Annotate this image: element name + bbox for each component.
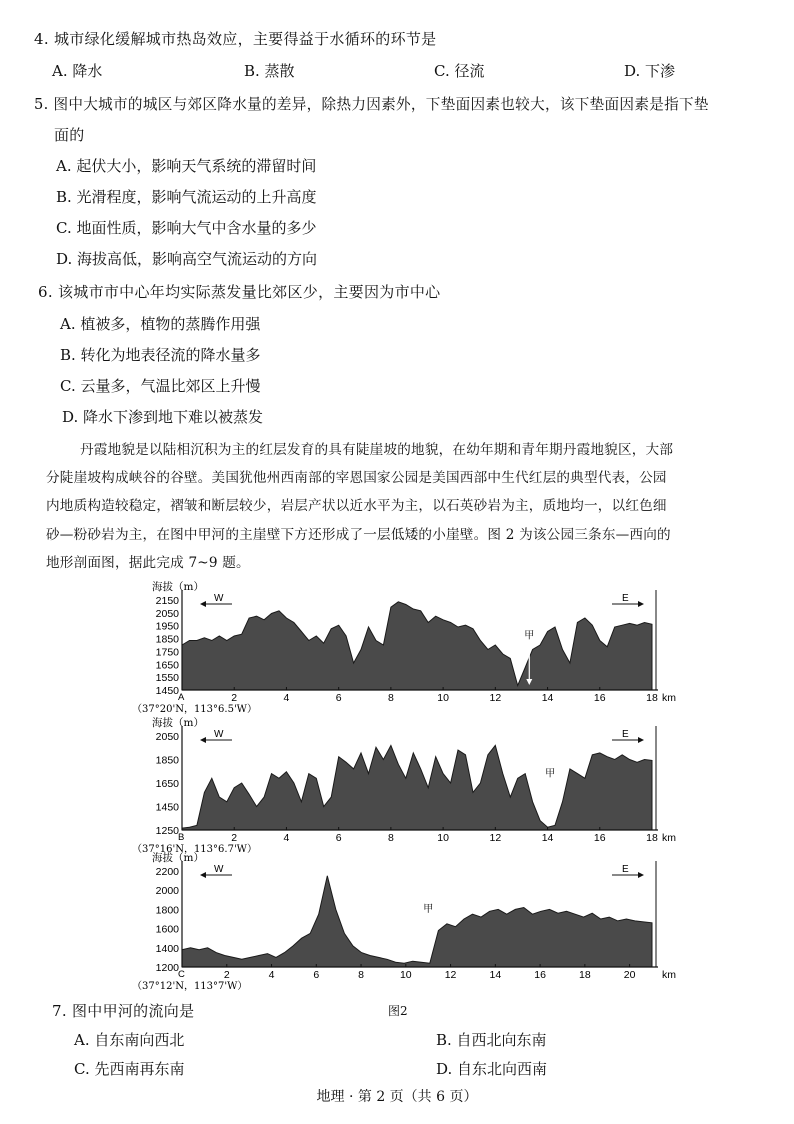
- profile-start-coords: （37°20'N，113°6.5'W）: [132, 704, 257, 715]
- q6-option-a[interactable]: A. 植被多，植物的蒸腾作用强: [60, 315, 261, 333]
- x-tick-label: 10: [437, 692, 449, 704]
- terrain-profile-area: [182, 876, 652, 967]
- x-tick-label: 10: [437, 832, 449, 844]
- east-label: E: [622, 864, 629, 875]
- terrain-profile-area: [182, 745, 652, 830]
- q5-option-c[interactable]: C. 地面性质，影响大气中含水量的多少: [56, 219, 317, 237]
- river-jia-label: 甲: [423, 904, 434, 916]
- river-jia-label: 甲: [545, 768, 556, 780]
- east-label: E: [622, 593, 629, 604]
- q7-option-a[interactable]: A. 自东南向西北: [74, 1031, 185, 1049]
- x-tick-label: 4: [283, 692, 290, 704]
- y-tick-label: 1750: [155, 646, 179, 659]
- x-unit-label: km: [662, 832, 676, 844]
- y-tick-label: 1650: [155, 659, 179, 672]
- q4-option-a[interactable]: A. 降水: [52, 62, 103, 80]
- q5-stem-line1: 5. 图中大城市的城区与郊区降水量的差异，除热力因素外，下垫面因素也较大，该下垫面因素是指下垫: [34, 96, 709, 113]
- q5-option-a[interactable]: A. 起伏大小，影响天气系统的滞留时间: [56, 157, 317, 175]
- page-footer: 地理 · 第 2 页（共 6 页）: [316, 1089, 478, 1105]
- river-pointer-head-icon: [547, 819, 553, 825]
- y-axis-title: 海拔（m）: [152, 717, 204, 729]
- x-tick-label: 10: [399, 969, 412, 981]
- x-tick-label: 2: [231, 692, 238, 704]
- x-tick-label: 12: [489, 832, 502, 844]
- profile-start-coords: （37°16'N，113°6.7'W）: [132, 844, 257, 855]
- x-tick-label: 6: [335, 832, 342, 844]
- x-tick-label: 14: [541, 692, 554, 704]
- q6-option-b[interactable]: B. 转化为地表径流的降水量多: [60, 346, 261, 364]
- y-tick-label: 1650: [155, 778, 179, 790]
- y-tick-label: 1250: [155, 825, 179, 837]
- x-tick-label: 4: [268, 969, 275, 981]
- y-axis-title: 海拔（m）: [152, 852, 204, 864]
- profile-b-svg: [130, 717, 676, 855]
- passage-line-1: 丹霞地貌是以陆相沉积为主的红层发育的具有陡崖坡的地貌，在幼年期和青年期丹霞地貌区，大部: [80, 442, 674, 458]
- profile-start-point: C: [178, 969, 185, 980]
- q7-option-c[interactable]: C. 先西南再东南: [74, 1060, 185, 1078]
- y-tick-label: 2200: [155, 866, 179, 878]
- x-tick-label: 16: [593, 832, 606, 844]
- q7-option-d[interactable]: D. 自东北向西南: [436, 1060, 548, 1078]
- y-tick-label: 2050: [155, 731, 179, 743]
- q4-option-b[interactable]: B. 蒸散: [244, 62, 295, 80]
- passage-line-3: 内地质构造较稳定，褶皱和断层较少，岩层产状以近水平为主，以石英砂岩为主，质地均一，以红色细: [46, 498, 667, 514]
- passage-line-2: 分陡崖坡构成峡谷的谷壁。美国犹他州西南部的宰恩国家公园是美国西部中生代红层的典型代表，公园: [46, 470, 667, 486]
- x-tick-label: 6: [313, 969, 320, 981]
- y-tick-label: 2000: [155, 885, 179, 898]
- x-tick-label: 18: [579, 969, 591, 981]
- x-tick-label: 8: [358, 969, 364, 981]
- y-tick-label: 1450: [155, 801, 179, 814]
- y-tick-label: 1850: [155, 754, 179, 767]
- x-tick-label: 16: [593, 692, 606, 704]
- y-axis-title: 海拔（m）: [152, 581, 204, 593]
- east-label: E: [622, 729, 629, 740]
- east-arrow-head-icon: [638, 737, 644, 743]
- x-unit-label: km: [662, 692, 676, 704]
- west-arrow-head-icon: [200, 737, 206, 743]
- q6-option-c[interactable]: C. 云量多，气温比郊区上升慢: [60, 377, 261, 395]
- x-tick-label: 6: [335, 692, 342, 704]
- east-arrow-head-icon: [638, 601, 644, 607]
- y-tick-label: 1950: [155, 620, 179, 633]
- x-tick-label: 14: [489, 969, 502, 981]
- x-tick-label: 18: [646, 832, 658, 844]
- profile-b: [130, 717, 676, 855]
- profile-c-svg: [130, 852, 676, 992]
- x-tick-label: 12: [489, 692, 502, 704]
- profile-c: [130, 852, 676, 992]
- q4-stem: 4. 城市绿化缓解城市热岛效应，主要得益于水循环的环节是: [34, 30, 437, 48]
- y-tick-label: 1600: [155, 923, 179, 936]
- y-tick-label: 1850: [155, 633, 179, 646]
- q6-stem: 6. 该城市市中心年均实际蒸发量比郊区少，主要因为市中心: [38, 283, 441, 301]
- q5-stem-line2: 面的: [54, 126, 85, 144]
- q7-stem: 7. 图中甲河的流向是: [52, 1002, 195, 1020]
- west-label: W: [214, 864, 224, 875]
- y-tick-label: 1450: [155, 685, 179, 697]
- q7-option-b[interactable]: B. 自西北向东南: [436, 1031, 547, 1049]
- x-tick-label: 18: [646, 692, 658, 704]
- q4-option-d[interactable]: D. 下渗: [624, 62, 676, 80]
- x-tick-label: 14: [541, 832, 554, 844]
- x-tick-label: 12: [444, 969, 457, 981]
- x-tick-label: 2: [231, 832, 238, 844]
- y-tick-label: 1400: [155, 942, 179, 955]
- q6-option-d[interactable]: D. 降水下渗到地下难以被蒸发: [62, 408, 264, 426]
- x-tick-label: 2: [223, 969, 230, 981]
- x-tick-label: 8: [387, 692, 394, 704]
- figure-caption: 图2: [388, 1004, 408, 1018]
- passage-line-5: 地形剖面图，据此完成 7~9 题。: [46, 555, 250, 571]
- y-tick-label: 1200: [155, 962, 179, 974]
- west-label: W: [214, 729, 224, 740]
- x-tick-label: 8: [387, 832, 394, 844]
- x-tick-label: 20: [623, 969, 636, 981]
- profile-a-svg: [130, 578, 676, 715]
- y-tick-label: 2150: [155, 595, 179, 607]
- west-label: W: [214, 593, 224, 604]
- profile-a: [130, 578, 676, 715]
- y-tick-label: 1800: [155, 904, 179, 917]
- profile-start-coords: （37°12'N，113°7'W）: [132, 981, 248, 992]
- q4-option-c[interactable]: C. 径流: [434, 62, 485, 80]
- passage-line-4: 砂—粉砂岩为主，在图中甲河的主崖壁下方还形成了一层低矮的小崖壁。图 2 为该公园三条东—西向的: [46, 527, 671, 543]
- x-unit-label: km: [662, 969, 676, 981]
- profile-start-point: A: [178, 692, 185, 703]
- west-arrow-head-icon: [200, 872, 206, 878]
- q5-option-d[interactable]: D. 海拔高低，影响高空气流运动的方向: [56, 250, 318, 268]
- y-tick-label: 1550: [155, 672, 179, 685]
- river-jia-label: 甲: [524, 630, 535, 642]
- x-tick-label: 16: [534, 969, 546, 981]
- terrain-profile-area: [182, 602, 652, 690]
- x-tick-label: 4: [283, 832, 290, 844]
- west-arrow-head-icon: [200, 601, 206, 607]
- q5-option-b[interactable]: B. 光滑程度，影响气流运动的上升高度: [56, 188, 317, 206]
- y-tick-label: 2050: [155, 607, 179, 620]
- profile-start-point: B: [178, 832, 185, 843]
- east-arrow-head-icon: [638, 872, 644, 878]
